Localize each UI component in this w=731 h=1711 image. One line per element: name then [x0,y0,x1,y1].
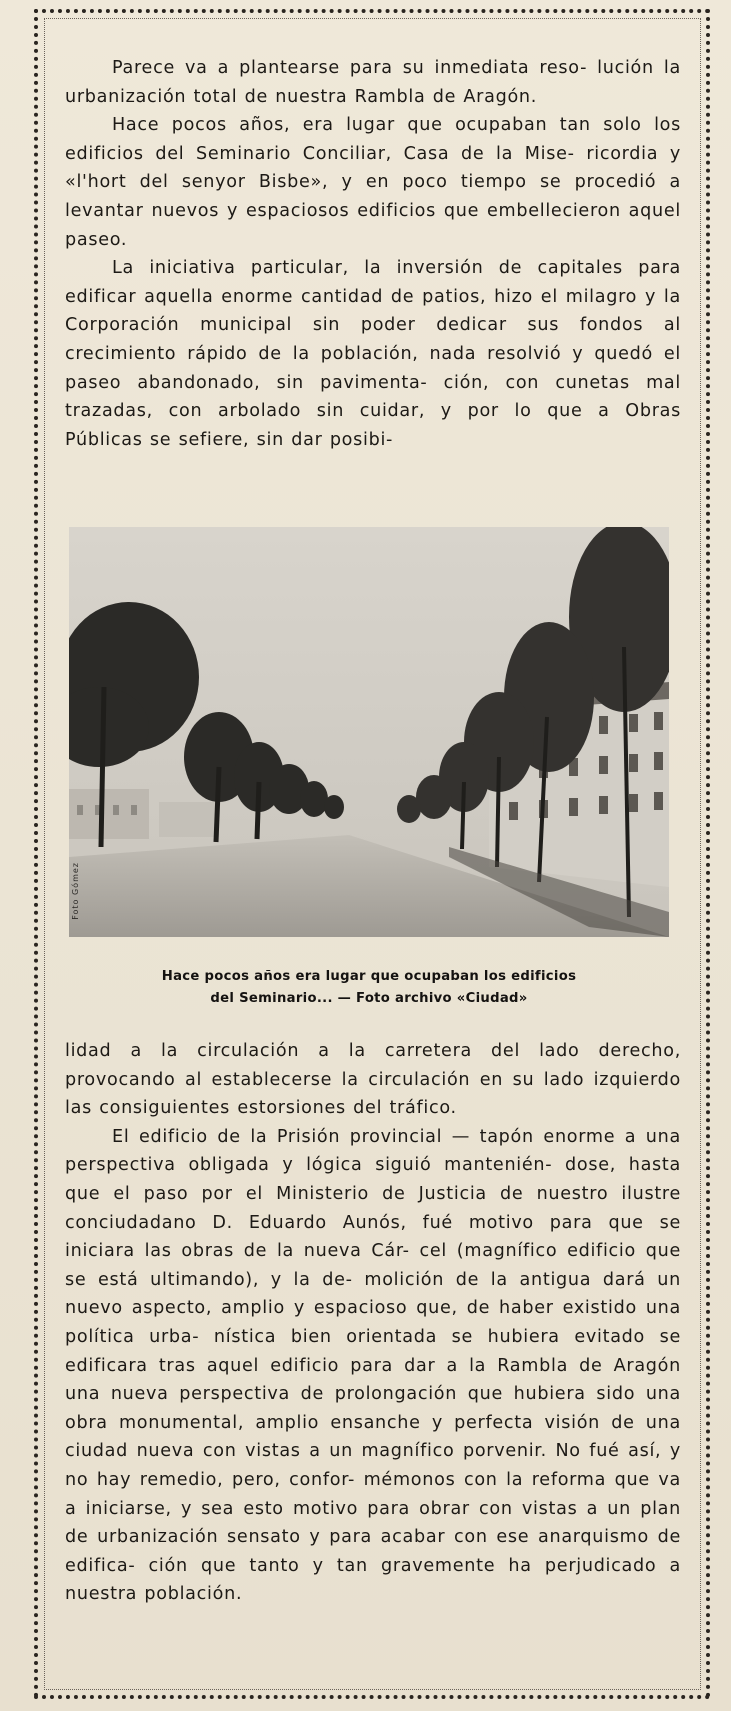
paragraph: lidad a la circulación a la carretera del lado derecho, provocando al establecerse la circulación en su lado izquierdo las consiguientes estorsiones del tráfico. [65,1041,681,1119]
photo-rambla-de-aragon [69,527,669,937]
caption-line: Hace pocos años era lugar que ocupaban los edificios [161,969,577,984]
article-text-top [65,54,681,454]
street-photograph [69,527,669,937]
paragraph: El edificio de la Prisión provincial — tapón enorme a una perspectiva obligada y lógica siguió mantenién- dose, hasta que el paso por el Ministerio de Justicia de nuestro ilustre conciudadano D. Eduardo Aunós, fué motivo para que se iniciara las obras de la nueva Cár- cel (magnífico edificio que se está ultimando), y la de- molición de la antigua dará un nuevo aspecto, amplio y espacioso que, de haber existido una política urba- nística bien orientada se hubiera evitado se edificara tras aquel edificio para dar a la Rambla de Aragón una nueva perspectiva de prolongación que hubiera sido una obra monumental, amplio ensanche y perfecta visión de una ciudad nueva con vistas a un magnífico porvenir. No fué así, y no hay remedio, pero, confor- mémonos con la reforma que va a iniciarse, y sea esto motivo para obrar con vistas a un plan de urbanización sensato y para acabar con ese anarquismo de edifica- ción que tanto y tan gravemente ha perjudicado a nuestra población. [65,1126,681,1605]
caption-line: del Seminario... — Foto archivo «Ciudad» [210,991,528,1006]
paragraph: Hace pocos años, era lugar que ocupaban tan solo los edificios del Seminario Conciliar, Casa de la Mise- ricordia y «l'hort del senyor Bisbe», y en poco tiempo se procedió a levantar nuevos y espaciosos edificios que embellecieron aquel paseo. [65,115,681,250]
paragraph: Parece va a plantearse para su inmediata reso- lución la urbanización total de nuestra Rambla de Aragón. [65,58,681,107]
article-text-bottom [65,1037,681,1609]
photo-stamp: Foto Gómez [71,862,80,920]
paragraph: La iniciativa particular, la inversión de capitales para edificar aquella enorme cantidad de patios, hizo el milagro y la Corporación municipal sin poder dedicar sus fondos al crecimiento rápido de la población, nada resolvió y quedó el paseo abandonado, sin pavimenta- ción, con cunetas mal trazadas, con arbolado sin cuidar, y por lo que a Obras Públicas se sefiere, sin dar posibi- [65,258,681,450]
photo-caption [69,966,669,1010]
